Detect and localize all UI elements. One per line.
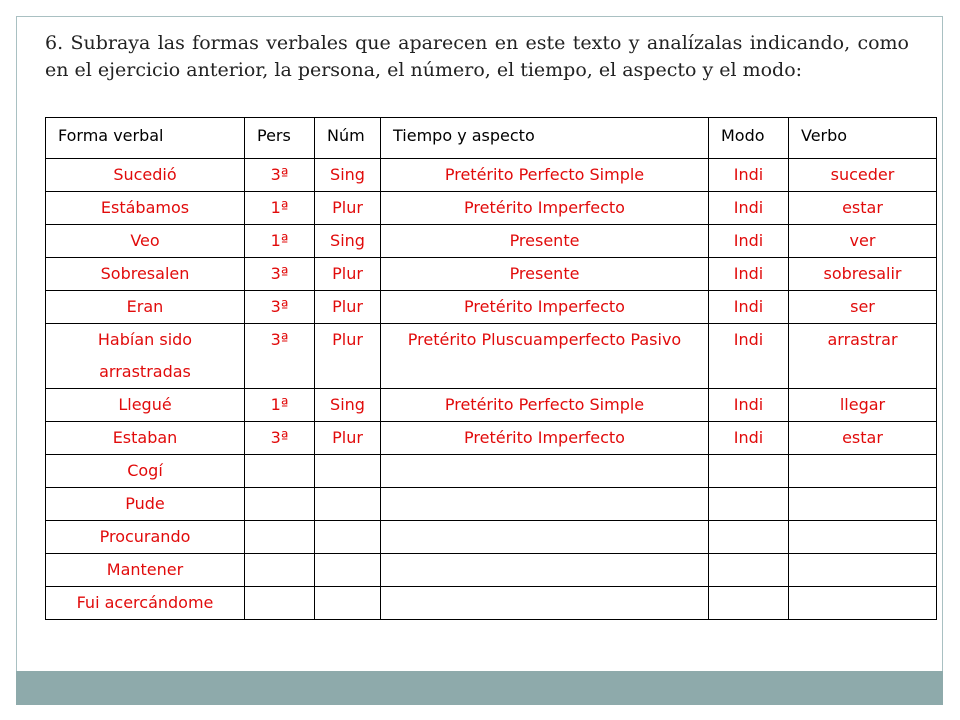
table-row [46,225,937,258]
table-row [46,192,937,225]
cell-verbo [789,488,937,521]
cell-tiempo-aspecto: Pretérito Perfecto Simple [381,389,709,422]
cell-numero: Plur [315,324,381,389]
cell-tiempo-aspecto [381,554,709,587]
cell-tiempo-aspecto [381,587,709,620]
cell-forma-verbal: Procurando [46,521,245,554]
header-persona: Pers [245,118,315,159]
cell-numero [315,488,381,521]
cell-forma-verbal: Veo [46,225,245,258]
cell-modo: Indi [709,258,789,291]
cell-modo: Indi [709,389,789,422]
table-row [46,554,937,587]
cell-persona: 3ª [245,159,315,192]
verb-analysis-table [45,117,937,620]
exercise-instruction: 6. Subraya las formas verbales que aparecen en este texto y analízalas indicando, como en el ejercicio anterior, la persona, el número, el tiempo, el aspecto y el modo: [45,32,909,81]
cell-forma-verbal: Fui acercándome [46,587,245,620]
cell-verbo [789,455,937,488]
cell-tiempo-aspecto: Presente [381,258,709,291]
cell-tiempo-aspecto: Pretérito Imperfecto [381,291,709,324]
cell-verbo: arrastrar [789,324,937,389]
header-forma-verbal: Forma verbal [46,118,245,159]
cell-forma-verbal: Sobresalen [46,258,245,291]
cell-persona [245,587,315,620]
cell-persona: 3ª [245,324,315,389]
cell-persona: 3ª [245,258,315,291]
cell-modo [709,554,789,587]
cell-modo: Indi [709,159,789,192]
cell-numero [315,587,381,620]
table-row [46,324,937,389]
header-verbo: Verbo [789,118,937,159]
table-header-row [46,118,937,159]
header-tiempo-aspecto: Tiempo y aspecto [381,118,709,159]
cell-numero [315,554,381,587]
table-row [46,258,937,291]
cell-modo: Indi [709,225,789,258]
cell-modo [709,521,789,554]
cell-forma-verbal: Sucedió [46,159,245,192]
cell-verbo: llegar [789,389,937,422]
table-row [46,488,937,521]
cell-verbo [789,554,937,587]
cell-verbo [789,521,937,554]
cell-verbo: estar [789,192,937,225]
cell-forma-verbal: Eran [46,291,245,324]
cell-verbo: suceder [789,159,937,192]
cell-numero: Plur [315,291,381,324]
cell-modo: Indi [709,291,789,324]
cell-persona: 1ª [245,225,315,258]
cell-modo: Indi [709,422,789,455]
cell-tiempo-aspecto: Pretérito Pluscuamperfecto Pasivo [381,324,709,389]
cell-persona: 3ª [245,291,315,324]
cell-modo [709,587,789,620]
cell-numero: Plur [315,422,381,455]
cell-forma-verbal: Estábamos [46,192,245,225]
cell-numero [315,521,381,554]
slide-footer-bar [16,671,943,705]
cell-verbo: ser [789,291,937,324]
cell-modo [709,455,789,488]
cell-persona [245,488,315,521]
cell-tiempo-aspecto [381,521,709,554]
cell-forma-verbal: Pude [46,488,245,521]
cell-forma-verbal: Llegué [46,389,245,422]
cell-verbo: sobresalir [789,258,937,291]
cell-verbo: estar [789,422,937,455]
table-row [46,521,937,554]
cell-tiempo-aspecto: Pretérito Perfecto Simple [381,159,709,192]
cell-modo: Indi [709,192,789,225]
cell-numero: Plur [315,192,381,225]
table-row [46,422,937,455]
header-modo: Modo [709,118,789,159]
cell-modo [709,488,789,521]
cell-numero: Sing [315,225,381,258]
cell-numero: Sing [315,159,381,192]
table-row [46,455,937,488]
table-row [46,159,937,192]
cell-verbo [789,587,937,620]
cell-tiempo-aspecto [381,455,709,488]
table-body [46,159,937,620]
table-row [46,587,937,620]
cell-numero: Sing [315,389,381,422]
cell-persona [245,455,315,488]
cell-forma-verbal: Mantener [46,554,245,587]
cell-modo: Indi [709,324,789,389]
cell-tiempo-aspecto: Pretérito Imperfecto [381,192,709,225]
cell-tiempo-aspecto: Pretérito Imperfecto [381,422,709,455]
cell-numero [315,455,381,488]
cell-persona [245,554,315,587]
cell-forma-verbal: Habían sido arrastradas [46,324,245,389]
cell-persona: 1ª [245,389,315,422]
cell-forma-verbal: Estaban [46,422,245,455]
header-numero: Núm [315,118,381,159]
cell-persona: 3ª [245,422,315,455]
cell-persona [245,521,315,554]
cell-persona: 1ª [245,192,315,225]
cell-numero: Plur [315,258,381,291]
cell-verbo: ver [789,225,937,258]
cell-tiempo-aspecto: Presente [381,225,709,258]
cell-forma-verbal: Cogí [46,455,245,488]
table-row [46,389,937,422]
cell-tiempo-aspecto [381,488,709,521]
table-row [46,291,937,324]
